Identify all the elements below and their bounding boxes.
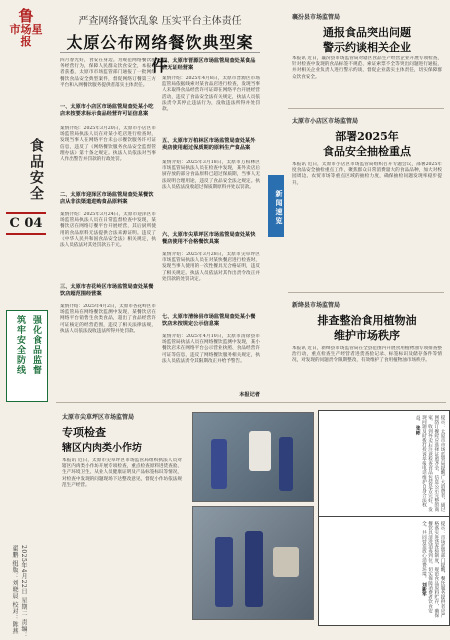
bottom-rule [56,402,446,403]
bottom-section: 太原市尖草坪区市场监管局 [62,414,135,421]
note2-signature: 刘新军 [421,582,427,597]
case3-title: 三、太原市杏花岭区市场监管局查处某餐饮店超范围经营案 [60,284,154,297]
photo-document [249,431,271,471]
logo-line2: 市场星报 [9,23,43,48]
case6-title: 六、太原市尖草坪区市场监管局查处某快餐店使用不合格餐饮具案 [162,232,256,245]
photo-figure [215,537,233,607]
photo-figure [211,439,227,489]
case1-body: 案情介绍：2025年3月20日，太原市小店区市场监管局执法人员在对某小吃店进行检查时，发现当事人在网络平台未公示餐饮服务许可证信息，违反了《网络餐饮服务食品安全监督管理办法》第十条之规定。执法人员依法对当事人作出警告并罚款的行政处罚。 [60,126,156,163]
slogan-col2: 筑牢安全防线 [15,315,25,375]
lead-intro: 四月春光好，食安在身边。为规范网络餐饮服务经营行为，保障人民群众饮食安全，本报记者获悉，太原市市场监管部门通报了一批网络餐饮食品安全典型案件，督促网络订餐第三方平台和入网餐饮服务提供者落实主体责任。 [60,58,156,88]
right1-head2: 警示约谈相关企业 [323,41,411,54]
right1-body: 本报讯 近日，襄汾县市场监管局对辖区食品生产经营企业开展专项检查，针对检查中发现的食品标签不规范、索证索票不全等突出问题进行通报，并对相关企业负责人进行警示约谈，督促企业落实主体责任，切实保障群众饮食安全。 [292,56,442,80]
lead-reporter: 本报记者 [239,392,260,398]
case4-title: 四、太原市晋源区市场监管局查处某食品店无证经营案 [162,58,256,71]
lead-headline: 太原公布网络餐饮典型案件 [66,33,254,75]
right1-rule [288,108,444,109]
headline-rule [60,52,260,53]
masthead-date: 2025年4月22日 星期二 责编：翟鹏 组版：刘晓晨 校对：陈燕 [11,545,27,639]
right2-head2: 食品安全抽检重点 [323,145,411,158]
right3-body: 本报讯 近日，新绛县市场监管局在全县范围内开展食用植物油专项排查整治行动，重点检查生产经营者进货查验记录、标签标识及储存条件等情况，对发现的问题责令限期整改，有效维护了食用植物油市场秩序。 [292,346,442,364]
slogan-box [6,310,48,402]
photo-figure [279,437,293,491]
slogan-col1: 强化食品监督 [31,315,41,375]
right2-head1: 部署2025年 [335,130,399,143]
section-code: C 04 [6,212,46,235]
case2-body: 案情介绍：2025年3月24日，太原市迎泽区市场监管局执法人员在日常监督检查中发现，某餐饮店在网络订餐平台开展经营，其后厨所使用的食品原料无法提供合法来源证明。违反了《中华人民共和国食品安全法》相关规定，执法人员依法对其处罚款五千元。 [60,212,156,249]
inspection-photo-2 [192,506,314,620]
case5-body: 案情介绍：2025年3月18日，太原市万柏林区市场监管局执法人员在检查中发现，某外卖店后厨存放的部分食品原料已超过保质期，当事人无法说明合理用途，违反了食品安全法之规定。执法人员依法没收超过保质期原料并处以罚款。 [162,160,260,190]
sidebar-note-2 [318,516,450,626]
case4-body: 案情介绍：2025年4月8日，太原市晋源区市场监管局依据线索对某食品店进行检查，发现当事人未取得食品经营许可证即在网络平台开展经营活动，违反了食品安全法有关规定，执法人员依法责令其停止违法行为，没收违法所得并处罚款。 [162,76,260,113]
right3-head2: 维护市场秩序 [334,329,400,342]
note1-text: 提示：太原市市场监管局提醒广大消费者，通过网络订餐时应选择证照齐全、信息公示完整的商家，收到外卖后注意检查食品包装是否完好，发现问题及时拨打投诉举报电话维护自身合法权益。 [415,415,445,512]
bottom-head2: 辖区内肉类小作坊 [62,443,142,454]
right3-section: 新绛县市场监管局 [292,302,341,309]
case1-title: 一、太原市小店区市场监管局查处某小吃店未按要求标示食品经营许可证信息案 [60,104,154,117]
case5-title: 五、太原市万柏林区市场监管局查处某外卖店使用超过保质期的原料生产食品案 [162,138,256,151]
right1-head1: 通报食品突出问题 [323,26,411,39]
photo-shelf [273,547,299,577]
photo-figure [245,531,263,607]
case6-body: 案情介绍：2025年3月28日，太原市尖草坪区市场监管局执法人员在对某快餐店进行检查时，发现当事人使用的一次性餐具无合格证明，违反了相关规定。执法人员依法对其作出责令改正并处罚款的处罚决定。 [162,252,260,282]
case2-title: 二、太原市迎泽区市场监管局查处某餐饮店从非法渠道进购食品原料案 [60,192,154,205]
lead-kicker: 严查网络餐饮乱象 压实平台主体责任 [78,16,242,27]
case7-title: 七、太原市清徐县市场监管局查处某小餐饮店未按规定公示信息案 [162,314,256,327]
right2-section: 太原市小店区市场监管局 [292,118,359,125]
right2-rule [288,292,444,293]
bottom-body: 本报讯 近日，太原市尖草坪区市场监管局组织执法人员对辖区内肉类小作坊开展专项检查，重点检查原料进货查验、生产环境卫生、从业人员健康证明及产品标签标识等情况，对检查中发现的问题现场下达整改意见，督促小作坊依法规范生产经营。 [62,458,182,488]
right3-head1: 排查整治食用植物油 [317,314,417,327]
bottom-head1: 专项检查 [62,426,106,439]
case7-body: 案情介绍：2025年4月10日，太原市清徐县市场监管局执法人员在网络餐饮监测中发现，某小餐饮店未在网络平台公示营业执照、食品经营许可证等信息，违反了网络餐饮服务相关规定，执法人员依法责令其限期改正并给予警告。 [162,334,260,364]
news-express-label: 新闻速览 [268,175,284,237]
case3-body: 案情介绍：2025年4月2日，太原市杏花岭区市场监管局在网络餐饮监测中发现，某餐饮店在网络平台销售生食类食品，超出了食品经营许可证核定的经营范围，违反了相关法律法规，执法人员依法没收违法所得并处罚款。 [60,304,156,334]
newspaper-logo [6,8,46,48]
right1-section: 襄汾县市场监管局 [292,14,341,21]
note2-text: 提示：市场监管部门提醒，餐饮服务提供者应严格落实进货查验制度，规范食品原料贮存，确保餐饮具清洗消毒到位，切实保障消费者饮食安全，共同营造放心消费环境。 [421,521,445,618]
right2-body: 本报讯 近日，太原市小店区市场监管局组织召开专题会议，部署2025年度食品安全抽检重点工作，聚焦群众日常消费量大的食品品种，加大对校园周边、农贸市场等重点区域的抽检力度，确保抽检问题发现率稳步提升。 [292,162,442,186]
section-name: 食品安全 [28,138,44,202]
inspection-photo-1 [192,412,314,502]
note1-signature: 张彬 [415,425,421,435]
sidebar-note-1 [318,410,450,520]
logo-line1: 鲁 [18,7,34,25]
